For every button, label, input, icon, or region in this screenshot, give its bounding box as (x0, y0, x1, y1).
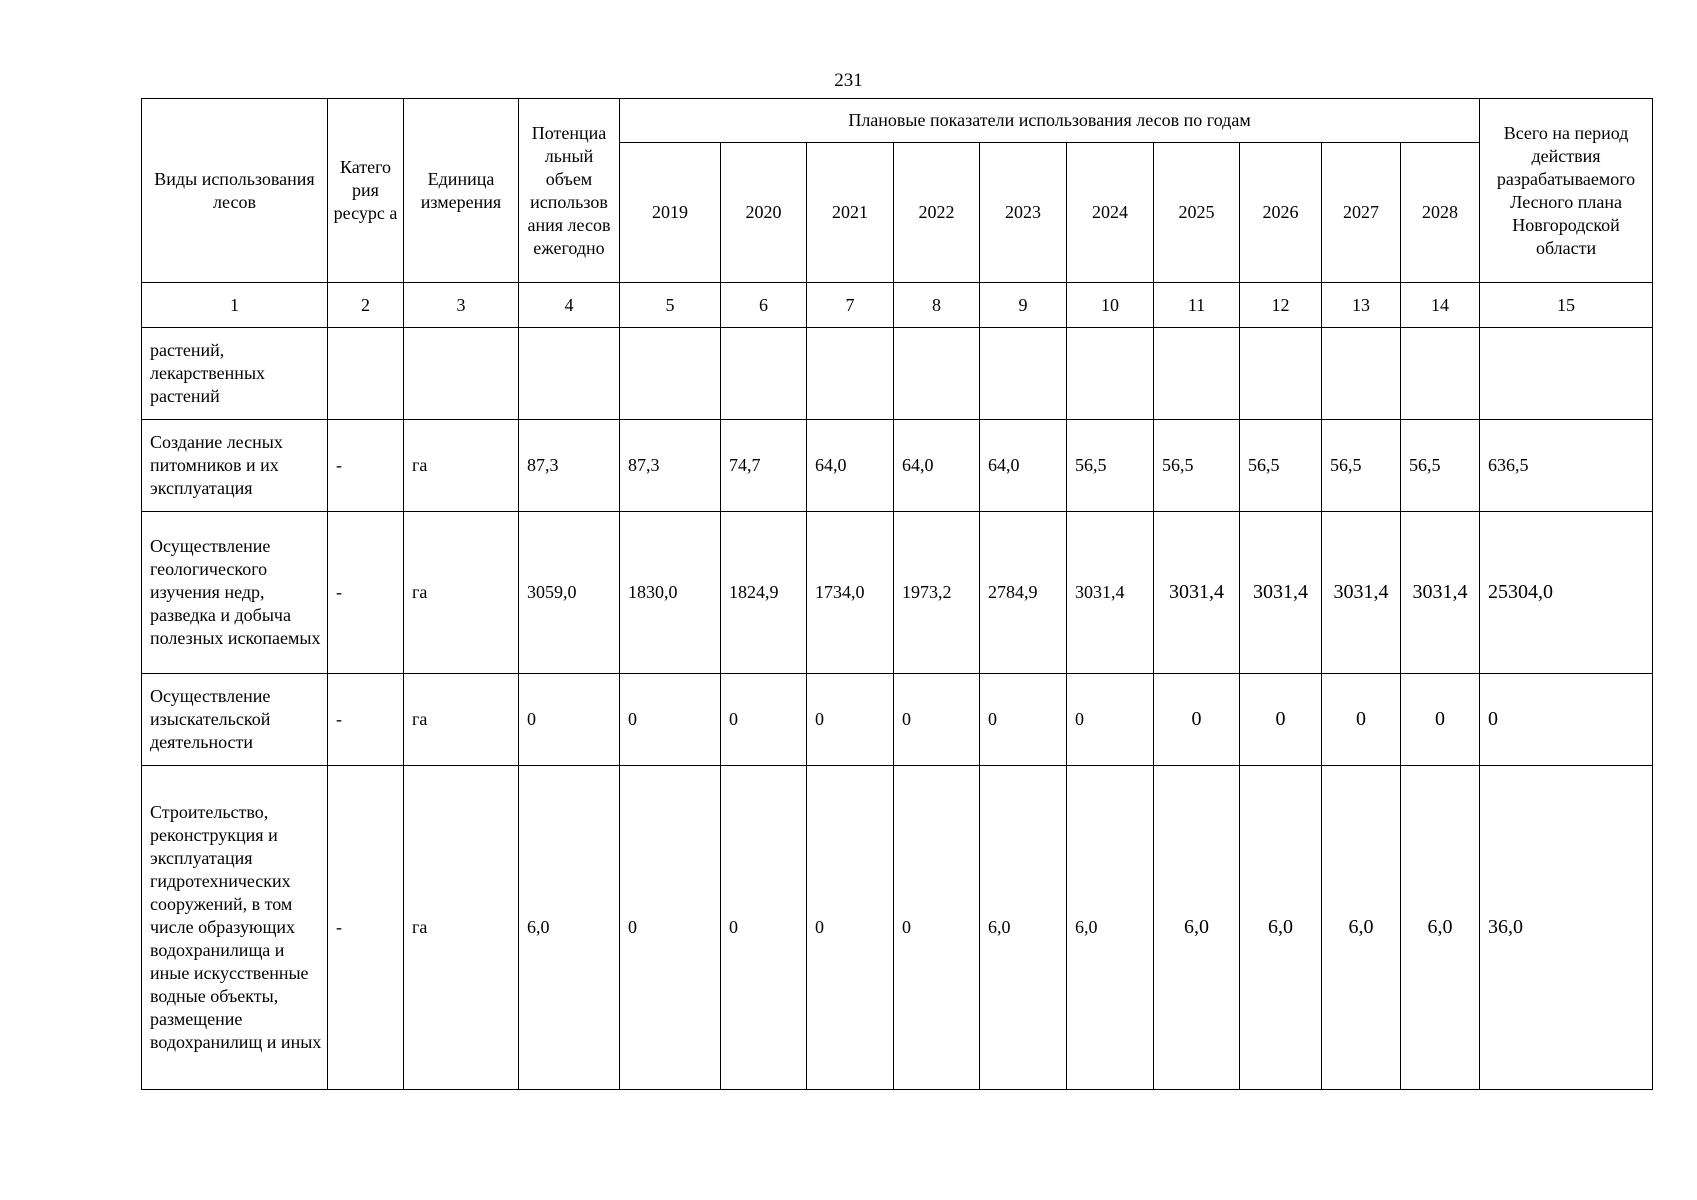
column-number: 12 (1240, 283, 1322, 328)
cell-year-value: 6,0 (1322, 766, 1401, 1090)
cell-year-value: 0 (721, 674, 807, 766)
cell-year-value (620, 328, 721, 420)
cell-year-value: 0 (620, 766, 721, 1090)
cell-year-value (1401, 328, 1480, 420)
cell-year-value: 0 (807, 674, 894, 766)
cell-category: - (328, 674, 404, 766)
cell-unit: га (404, 766, 519, 1090)
column-number: 5 (620, 283, 721, 328)
header-plan-by-years: Плановые показатели использования лесов по годам (620, 99, 1480, 143)
cell-year-value: 0 (980, 674, 1067, 766)
cell-year-value: 0 (1322, 674, 1401, 766)
header-year: 2021 (807, 143, 894, 283)
column-number: 15 (1480, 283, 1653, 328)
column-number: 9 (980, 283, 1067, 328)
header-year: 2019 (620, 143, 721, 283)
column-number: 13 (1322, 283, 1401, 328)
cell-year-value: 0 (807, 766, 894, 1090)
cell-year-value: 3031,4 (1154, 512, 1240, 674)
cell-year-value: 64,0 (980, 420, 1067, 512)
column-number: 7 (807, 283, 894, 328)
cell-year-value: 3031,4 (1401, 512, 1480, 674)
cell-year-value: 0 (894, 766, 980, 1090)
header-year: 2028 (1401, 143, 1480, 283)
cell-year-value (980, 328, 1067, 420)
cell-year-value (1322, 328, 1401, 420)
header-year: 2026 (1240, 143, 1322, 283)
cell-year-value: 56,5 (1240, 420, 1322, 512)
cell-category: - (328, 420, 404, 512)
cell-year-value: 0 (721, 766, 807, 1090)
cell-potential: 87,3 (519, 420, 620, 512)
column-number: 11 (1154, 283, 1240, 328)
cell-unit: га (404, 512, 519, 674)
cell-year-value: 3031,4 (1322, 512, 1401, 674)
cell-year-value: 56,5 (1067, 420, 1154, 512)
forest-use-plan-table (141, 98, 1653, 1090)
cell-kind: Создание лесных питомников и их эксплуатация (142, 420, 328, 512)
cell-potential (519, 328, 620, 420)
cell-year-value: 6,0 (1154, 766, 1240, 1090)
cell-year-value: 1734,0 (807, 512, 894, 674)
cell-year-value: 0 (1154, 674, 1240, 766)
column-number: 2 (328, 283, 404, 328)
table-row (142, 512, 1653, 674)
header-potential: Потенциа льный объем использов ания лесов ежегодно (519, 99, 620, 283)
column-number: 14 (1401, 283, 1480, 328)
cell-year-value (1067, 328, 1154, 420)
column-number: 4 (519, 283, 620, 328)
table-row (142, 328, 1653, 420)
table-row (142, 674, 1653, 766)
cell-year-value: 2784,9 (980, 512, 1067, 674)
column-number: 3 (404, 283, 519, 328)
header-total: Всего на период действия разрабатываемого Лесного плана Новгородской области (1480, 99, 1653, 283)
cell-total: 36,0 (1480, 766, 1653, 1090)
cell-total: 0 (1480, 674, 1653, 766)
cell-year-value: 0 (1401, 674, 1480, 766)
cell-year-value (807, 328, 894, 420)
cell-year-value: 0 (1067, 674, 1154, 766)
cell-category: - (328, 766, 404, 1090)
cell-year-value: 1973,2 (894, 512, 980, 674)
header-category: Катего рия ресурс а (328, 99, 404, 283)
cell-category (328, 328, 404, 420)
cell-total: 25304,0 (1480, 512, 1653, 674)
cell-kind: Осуществление изыскательской деятельности (142, 674, 328, 766)
cell-potential: 0 (519, 674, 620, 766)
cell-potential: 6,0 (519, 766, 620, 1090)
header-unit: Единица измерения (404, 99, 519, 283)
header-year: 2025 (1154, 143, 1240, 283)
page-number: 231 (834, 70, 863, 91)
cell-year-value: 6,0 (1401, 766, 1480, 1090)
cell-year-value (1240, 328, 1322, 420)
cell-year-value (1154, 328, 1240, 420)
cell-category: - (328, 512, 404, 674)
cell-year-value: 56,5 (1322, 420, 1401, 512)
cell-year-value: 0 (620, 674, 721, 766)
cell-year-value: 56,5 (1154, 420, 1240, 512)
header-year: 2022 (894, 143, 980, 283)
cell-kind: растений, лекарственных растений (142, 328, 328, 420)
cell-kind: Строительство, реконструкция и эксплуатация гидротехнических сооружений, в том числе образующих водохранилища и иные искусственные водные объекты, размещение водохранилищ и иных (142, 766, 328, 1090)
column-number: 1 (142, 283, 328, 328)
cell-year-value: 6,0 (980, 766, 1067, 1090)
header-year: 2023 (980, 143, 1067, 283)
cell-unit: га (404, 420, 519, 512)
cell-year-value: 64,0 (894, 420, 980, 512)
cell-year-value (894, 328, 980, 420)
column-number: 6 (721, 283, 807, 328)
cell-unit: га (404, 674, 519, 766)
cell-year-value: 3031,4 (1067, 512, 1154, 674)
cell-year-value: 0 (1240, 674, 1322, 766)
cell-year-value: 3031,4 (1240, 512, 1322, 674)
column-number: 10 (1067, 283, 1154, 328)
cell-year-value: 6,0 (1240, 766, 1322, 1090)
cell-year-value: 56,5 (1401, 420, 1480, 512)
table-row (142, 420, 1653, 512)
cell-year-value: 0 (894, 674, 980, 766)
cell-year-value: 74,7 (721, 420, 807, 512)
cell-year-value: 64,0 (807, 420, 894, 512)
cell-year-value: 87,3 (620, 420, 721, 512)
header-year: 2027 (1322, 143, 1401, 283)
cell-unit (404, 328, 519, 420)
header-kind: Виды использования лесов (142, 99, 328, 283)
cell-year-value: 6,0 (1067, 766, 1154, 1090)
cell-potential: 3059,0 (519, 512, 620, 674)
cell-year-value: 1824,9 (721, 512, 807, 674)
header-year: 2020 (721, 143, 807, 283)
cell-total: 636,5 (1480, 420, 1653, 512)
column-number: 8 (894, 283, 980, 328)
cell-total (1480, 328, 1653, 420)
header-year: 2024 (1067, 143, 1154, 283)
table-row (142, 766, 1653, 1090)
cell-year-value: 1830,0 (620, 512, 721, 674)
cell-kind: Осуществление геологического изучения недр, разведка и добыча полезных ископаемых (142, 512, 328, 674)
cell-year-value (721, 328, 807, 420)
